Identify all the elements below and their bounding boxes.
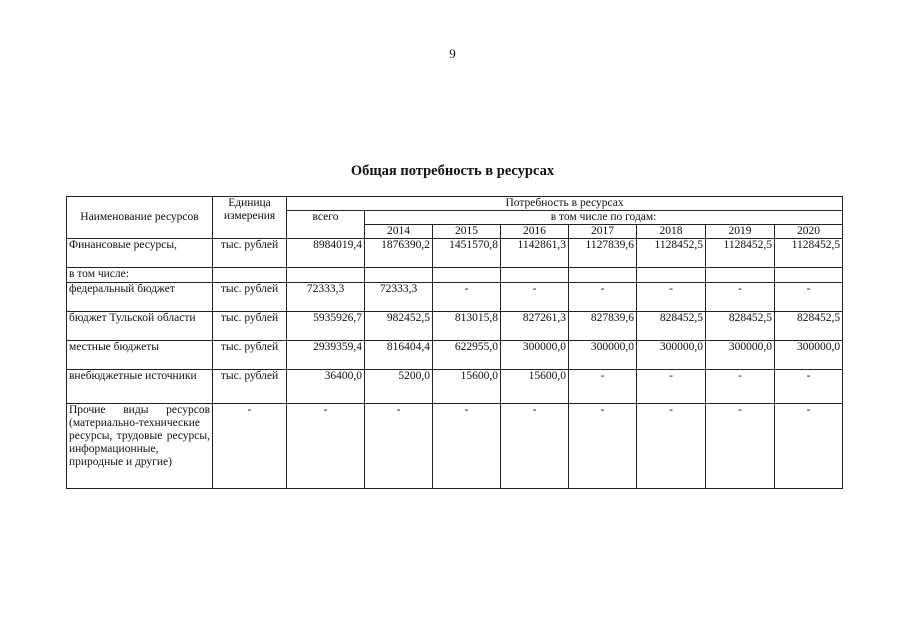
row-value-cell <box>365 268 433 283</box>
row-value-cell: - <box>706 404 775 489</box>
row-unit-cell: тыс. рублей <box>213 312 287 341</box>
row-value-cell: - <box>775 404 843 489</box>
table-row <box>67 370 843 404</box>
row-unit-cell: тыс. рублей <box>213 283 287 312</box>
row-total-cell <box>287 268 365 283</box>
row-value-cell: 300000,0 <box>501 341 569 370</box>
row-total-cell: 8984019,4 <box>287 239 365 268</box>
row-name-cell: бюджет Тульской области <box>67 312 213 341</box>
row-value-cell: - <box>637 404 706 489</box>
row-total-cell: 2939359,4 <box>287 341 365 370</box>
row-value-cell: 1128452,5 <box>637 239 706 268</box>
row-value-cell: 300000,0 <box>706 341 775 370</box>
row-value-cell: - <box>569 283 637 312</box>
row-unit-cell: - <box>213 404 287 489</box>
header-year-cell: 2014 <box>365 225 433 239</box>
table-row <box>67 239 843 268</box>
row-value-cell: 1142861,3 <box>501 239 569 268</box>
row-value-cell: 15600,0 <box>501 370 569 404</box>
page-number: 9 <box>449 46 456 61</box>
row-value-cell: 5200,0 <box>365 370 433 404</box>
table-row <box>67 268 843 283</box>
row-value-cell: 828452,5 <box>775 312 843 341</box>
row-name-cell: внебюджетные источники <box>67 370 213 404</box>
row-value-cell: - <box>569 404 637 489</box>
row-value-cell: - <box>433 283 501 312</box>
row-name-cell: в том числе: <box>67 268 213 283</box>
row-value-cell: 1127839,6 <box>569 239 637 268</box>
row-total-cell: - <box>287 404 365 489</box>
row-value-cell: 816404,4 <box>365 341 433 370</box>
row-value-cell: 827839,6 <box>569 312 637 341</box>
table-row <box>67 312 843 341</box>
row-value-cell: 1451570,8 <box>433 239 501 268</box>
row-value-cell: - <box>569 370 637 404</box>
row-value-cell: 1128452,5 <box>775 239 843 268</box>
header-year-cell: 2016 <box>501 225 569 239</box>
row-value-cell: - <box>501 283 569 312</box>
header-year-cell: 2018 <box>637 225 706 239</box>
row-value-cell: 813015,8 <box>433 312 501 341</box>
row-value-cell <box>569 268 637 283</box>
row-value-cell: 72333,3 <box>365 283 433 312</box>
row-value-cell <box>501 268 569 283</box>
header-by-years-cell: в том числе по годам: <box>365 211 843 225</box>
row-name-cell: Прочие виды ресурсов (материально-технические ресурсы, трудовые ресурсы, информационные, природные и другие) <box>67 404 213 489</box>
row-total-cell: 36400,0 <box>287 370 365 404</box>
header-year-cell: 2019 <box>706 225 775 239</box>
table-row <box>67 341 843 370</box>
row-value-cell: - <box>501 404 569 489</box>
header-total-cell: всего <box>287 211 365 239</box>
header-year-cell: 2020 <box>775 225 843 239</box>
table-row <box>67 404 843 489</box>
row-value-cell: - <box>365 404 433 489</box>
row-value-cell: - <box>637 283 706 312</box>
row-value-cell: - <box>706 370 775 404</box>
row-value-cell: 1128452,5 <box>706 239 775 268</box>
row-value-cell: 828452,5 <box>706 312 775 341</box>
row-value-cell: 622955,0 <box>433 341 501 370</box>
row-name-cell: федеральный бюджет <box>67 283 213 312</box>
header-year-cell: 2015 <box>433 225 501 239</box>
row-unit-cell: тыс. рублей <box>213 341 287 370</box>
row-value-cell: 1876390,2 <box>365 239 433 268</box>
table-row <box>67 283 843 312</box>
row-total-cell: 72333,3 <box>287 283 365 312</box>
row-value-cell <box>637 268 706 283</box>
row-value-cell: 15600,0 <box>433 370 501 404</box>
header-name-cell: Наименование ресурсов <box>67 197 213 239</box>
row-value-cell <box>775 268 843 283</box>
row-value-cell: - <box>706 283 775 312</box>
row-total-cell: 5935926,7 <box>287 312 365 341</box>
row-value-cell: - <box>637 370 706 404</box>
row-unit-cell <box>213 268 287 283</box>
row-unit-cell: тыс. рублей <box>213 370 287 404</box>
row-unit-cell: тыс. рублей <box>213 239 287 268</box>
resources-table <box>66 196 843 489</box>
row-value-cell: - <box>433 404 501 489</box>
row-name-cell: Финансовые ресурсы, <box>67 239 213 268</box>
row-value-cell <box>433 268 501 283</box>
header-year-cell: 2017 <box>569 225 637 239</box>
header-unit-cell: Единица измерения <box>213 197 287 239</box>
header-row <box>67 197 843 211</box>
row-value-cell: 300000,0 <box>569 341 637 370</box>
row-value-cell: - <box>775 283 843 312</box>
document-title: Общая потребность в ресурсах <box>350 163 555 179</box>
row-value-cell: 300000,0 <box>775 341 843 370</box>
row-value-cell: 300000,0 <box>637 341 706 370</box>
header-need-cell: Потребность в ресурсах <box>287 197 843 211</box>
row-value-cell: 982452,5 <box>365 312 433 341</box>
row-value-cell: 827261,3 <box>501 312 569 341</box>
row-value-cell: - <box>775 370 843 404</box>
row-value-cell: 828452,5 <box>637 312 706 341</box>
row-value-cell <box>706 268 775 283</box>
row-name-cell: местные бюджеты <box>67 341 213 370</box>
